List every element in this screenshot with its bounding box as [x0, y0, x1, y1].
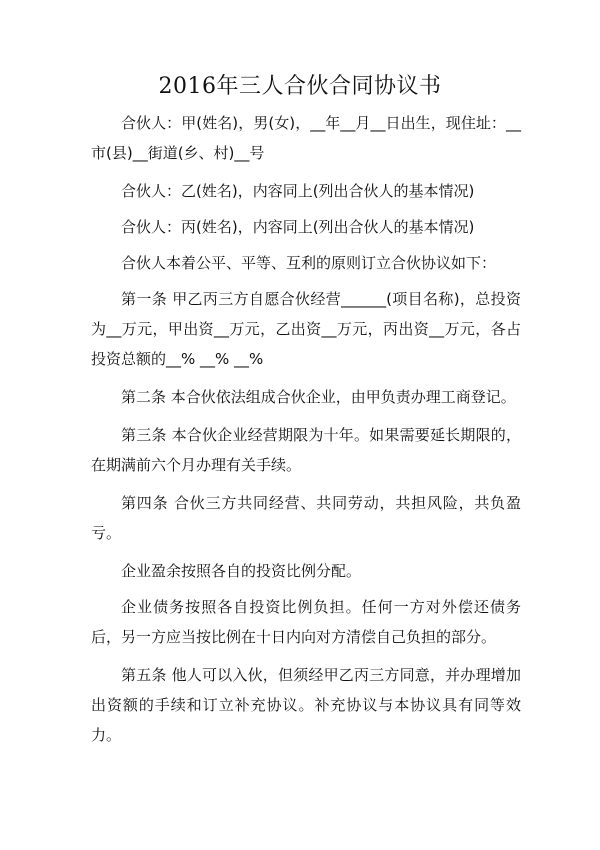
paragraph-article-2: 第二条 本合伙依法组成合伙企业，由甲负责办理工商登记。	[121, 388, 516, 406]
paragraph-profit-distribution: 企业盈余按照各自的投资比例分配。	[121, 562, 362, 580]
paragraph-partner-c: 合伙人：丙(姓名)，内容同上(列出合伙人的基本情况)	[121, 218, 475, 236]
paragraph-agreement-intro: 合伙人本着公平、平等、互利的原则订立合伙协议如下：	[121, 254, 497, 272]
paragraph-partner-b: 合伙人：乙(姓名)，内容同上(列出合伙人的基本情况)	[121, 182, 475, 200]
paragraph-article-1: 第一条 甲乙丙三方自愿合伙经营______(项目名称)，总投资为__万元，甲出资__万元，乙出资__万元，丙出资__万元，各占投资总额的__% __% __%	[91, 290, 521, 368]
paragraph-article-4: 第四条 合伙三方共同经营、共同劳动，共担风险，共负盈亏。	[91, 494, 521, 542]
paragraph-debt-liability: 企业债务按照各自投资比例负担。任何一方对外偿还债务后，另一方应当按比例在十日内向对方清偿自己负担的部分。	[91, 598, 521, 646]
document-title: 2016年三人合伙合同协议书	[158, 74, 442, 99]
paragraph-article-3: 第三条 本合伙企业经营期限为十年。如果需要延长期限的，在期满前六个月办理有关手续。	[91, 426, 521, 474]
document-body	[91, 108, 521, 758]
paragraph-partner-a: 合伙人：甲(姓名)，男(女)，__年__月__日出生，现住址：__市(县)__街道(乡、村)__号	[91, 114, 521, 162]
paragraph-article-5: 第五条 他人可以入伙，但须经甲乙丙三方同意，并办理增加出资额的手续和订立补充协议。补充协议与本协议具有同等效力。	[91, 666, 521, 744]
